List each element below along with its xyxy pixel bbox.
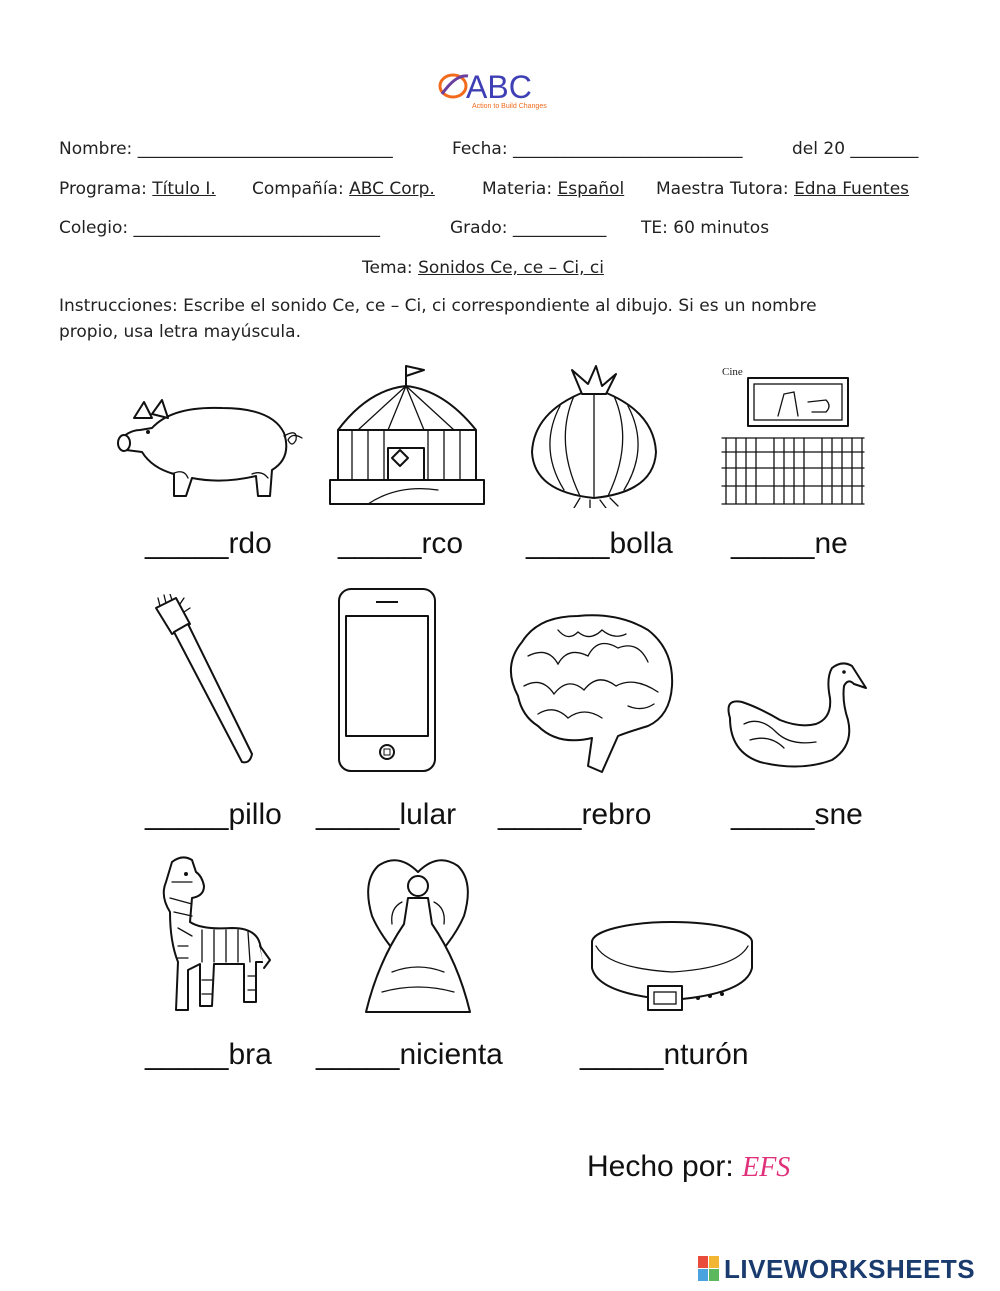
logo-tagline: Action to Build Changes [472, 103, 547, 110]
item-word [580, 1038, 749, 1072]
word-suffix: bra [228, 1038, 272, 1071]
maestra-row [656, 179, 909, 199]
item-word [526, 527, 673, 561]
item-word [145, 527, 272, 561]
colegio-label: Colegio: [59, 218, 129, 238]
cellphone-image [336, 586, 438, 774]
belt-image [588, 912, 756, 1014]
word-suffix: rebro [581, 798, 652, 831]
word-suffix: sne [814, 798, 863, 831]
liveworksheets-logo-icon [698, 1256, 720, 1282]
del-field-line[interactable]: ________ [850, 139, 919, 159]
compania-label: Compañía: [252, 179, 344, 199]
te-label: TE: 60 minutos [641, 218, 770, 238]
item-word [338, 527, 463, 561]
tema-value: Sonidos Ce, ce – Ci, ci [418, 258, 604, 278]
swan-image [720, 658, 868, 774]
logo-name: ABC [466, 69, 532, 105]
del-row [792, 139, 918, 159]
hecho-por [587, 1150, 790, 1184]
maestra-label: Maestra Tutora: [656, 179, 789, 199]
programa-row [59, 179, 216, 199]
answer-blank[interactable]: _____ [316, 1038, 400, 1071]
answer-blank[interactable]: _____ [316, 798, 400, 831]
word-suffix: rco [421, 527, 464, 560]
instructions-line-2: propio, usa letra mayúscula. [59, 322, 301, 342]
toothbrush-image [150, 594, 260, 766]
cine-sign: Cine [722, 366, 743, 378]
maestra-value: Edna Fuentes [794, 179, 910, 199]
word-suffix: nturón [663, 1038, 749, 1071]
compania-value: ABC Corp. [349, 179, 435, 199]
watermark-text: LIVEWORKSHEETS [724, 1254, 976, 1284]
colegio-field-line[interactable]: _____________________________ [133, 218, 381, 238]
word-suffix: ne [814, 527, 848, 560]
del-label: del 20 [792, 139, 846, 159]
word-suffix: pillo [228, 798, 282, 831]
tema-label: Tema: [362, 258, 413, 278]
answer-blank[interactable]: _____ [526, 527, 610, 560]
colegio-row [59, 218, 380, 238]
fecha-field-line[interactable]: ___________________________ [512, 139, 743, 159]
answer-blank[interactable]: _____ [580, 1038, 664, 1071]
word-suffix: bolla [609, 527, 673, 560]
programa-label: Programa: [59, 179, 147, 199]
item-word [316, 1038, 503, 1072]
cinderella-image [362, 852, 474, 1018]
materia-row [482, 179, 624, 199]
materia-value: Español [557, 179, 625, 199]
item-word [316, 798, 456, 832]
item-word [145, 798, 282, 832]
word-suffix: rdo [228, 527, 272, 560]
answer-blank[interactable]: _____ [145, 527, 229, 560]
materia-label: Materia: [482, 179, 553, 199]
instructions-line-1: Instrucciones: Escribe el sonido Ce, ce – Ci, ci correspondiente al dibujo. Si es un nombre [59, 296, 817, 316]
answer-blank[interactable]: _____ [498, 798, 582, 831]
tema-row [362, 258, 604, 278]
programa-value: Título I. [152, 179, 216, 199]
fecha-label: Fecha: [452, 139, 508, 159]
nombre-row [59, 139, 393, 159]
zebra-image [152, 852, 274, 1016]
item-word [145, 1038, 272, 1072]
item-word [731, 527, 848, 561]
compania-row [252, 179, 435, 199]
answer-blank[interactable]: _____ [731, 798, 815, 831]
cinema-image [718, 366, 868, 508]
grado-field-line[interactable]: ___________ [512, 218, 607, 238]
item-word [498, 798, 651, 832]
onion-image [524, 362, 664, 508]
grado-row [450, 218, 606, 238]
brain-image [498, 606, 678, 778]
nombre-field-line[interactable]: ______________________________ [137, 139, 393, 159]
answer-blank[interactable]: _____ [338, 527, 422, 560]
pig-image [112, 388, 312, 506]
word-suffix: lular [399, 798, 457, 831]
nombre-label: Nombre: [59, 139, 133, 159]
item-word [731, 798, 863, 832]
fecha-row [452, 139, 742, 159]
author-signature: EFS [742, 1152, 791, 1183]
answer-blank[interactable]: _____ [731, 527, 815, 560]
liveworksheets-watermark [698, 1254, 994, 1284]
grado-label: Grado: [450, 218, 508, 238]
answer-blank[interactable]: _____ [145, 1038, 229, 1071]
word-suffix: nicienta [399, 1038, 503, 1071]
abc-logo [436, 64, 556, 112]
hecho-label: Hecho por: [587, 1150, 734, 1183]
circus-tent-image [328, 360, 488, 506]
answer-blank[interactable]: _____ [145, 798, 229, 831]
